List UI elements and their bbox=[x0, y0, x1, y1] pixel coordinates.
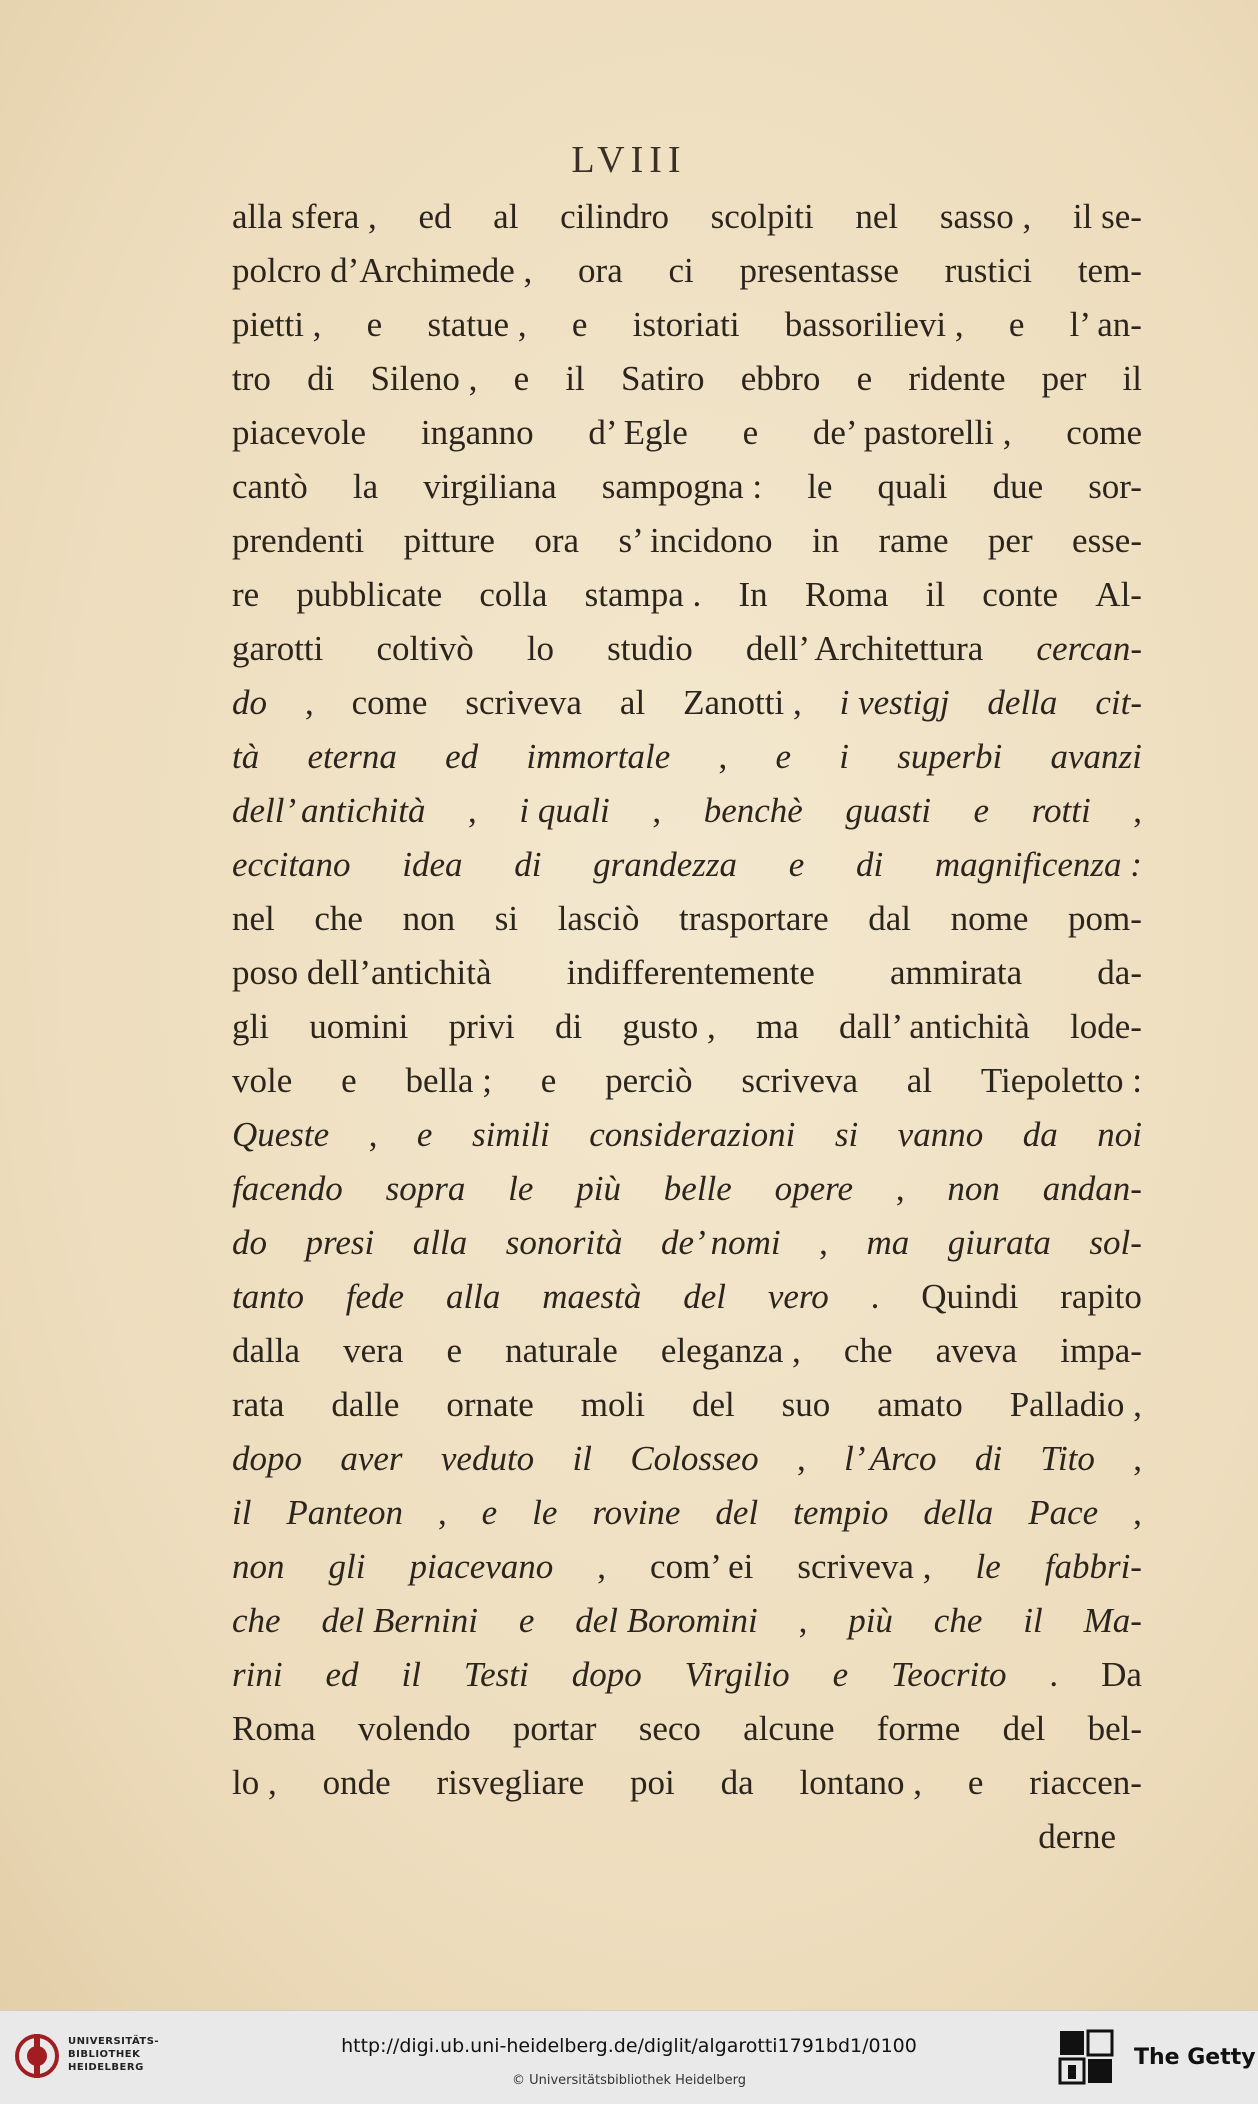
text-line bbox=[232, 1756, 1142, 1810]
word: da bbox=[1022, 1115, 1058, 1154]
word: che bbox=[843, 1331, 893, 1370]
word: ammirata bbox=[889, 953, 1023, 992]
word: vanno bbox=[897, 1115, 984, 1154]
word: e bbox=[481, 1493, 498, 1532]
word: dopo bbox=[571, 1655, 642, 1694]
word: il se- bbox=[1072, 197, 1142, 236]
word: più bbox=[848, 1601, 893, 1640]
word: della bbox=[923, 1493, 994, 1532]
word: alcune bbox=[743, 1709, 835, 1748]
word: e bbox=[416, 1115, 433, 1154]
word: . bbox=[870, 1277, 880, 1316]
word: do bbox=[232, 683, 267, 722]
word: , bbox=[895, 1169, 905, 1208]
word: pitture bbox=[403, 521, 495, 560]
word: simili bbox=[471, 1115, 550, 1154]
word: dopo bbox=[232, 1439, 302, 1478]
word: ed bbox=[325, 1655, 359, 1694]
getty-logo-icon[interactable] bbox=[1058, 2029, 1114, 2087]
word: ci bbox=[668, 251, 694, 290]
word: nome bbox=[950, 899, 1029, 938]
source-url-link[interactable]: http://digi.ub.uni-heidelberg.de/diglit/algarotti1791bd1/0100 bbox=[341, 2035, 917, 2057]
word: presi bbox=[305, 1223, 375, 1262]
text-line bbox=[232, 730, 1142, 784]
copyright-notice: © Universitätsbibliothek Heidelberg bbox=[511, 2073, 746, 2088]
word: fabbri- bbox=[1044, 1547, 1142, 1586]
word: , bbox=[797, 1439, 806, 1478]
word: sasso , bbox=[939, 197, 1032, 236]
text-line bbox=[232, 622, 1142, 676]
word: Tito bbox=[1040, 1439, 1095, 1478]
word: vero bbox=[767, 1277, 829, 1316]
word: il bbox=[232, 1493, 252, 1532]
word: superbi bbox=[897, 737, 1003, 776]
word: e bbox=[832, 1655, 849, 1694]
word: cercan- bbox=[1036, 629, 1142, 668]
word: da- bbox=[1097, 953, 1142, 992]
word: naturale bbox=[505, 1331, 618, 1370]
word: e bbox=[518, 1601, 535, 1640]
word: che bbox=[232, 1601, 281, 1640]
word: della bbox=[987, 683, 1058, 722]
word: impa- bbox=[1060, 1331, 1142, 1370]
text-line bbox=[232, 1378, 1142, 1432]
word: gli bbox=[232, 1007, 269, 1046]
body-text bbox=[232, 190, 1142, 1864]
word: il bbox=[572, 1439, 592, 1478]
word: Satiro bbox=[620, 359, 705, 398]
word: ebbro bbox=[740, 359, 821, 398]
word: Al- bbox=[1095, 575, 1142, 614]
word: e bbox=[856, 359, 873, 398]
text-line bbox=[232, 1540, 1142, 1594]
word: lo , bbox=[232, 1763, 277, 1802]
word: forme bbox=[876, 1709, 961, 1748]
word: alla bbox=[412, 1223, 468, 1262]
word: ora bbox=[534, 521, 580, 560]
word: uomini bbox=[309, 1007, 409, 1046]
word: cantò bbox=[232, 467, 308, 506]
word: di bbox=[855, 845, 884, 884]
word: e bbox=[788, 845, 805, 884]
text-line bbox=[232, 460, 1142, 514]
word: istoriati bbox=[632, 305, 740, 344]
word: Roma bbox=[804, 575, 889, 614]
text-line bbox=[232, 892, 1142, 946]
text-line bbox=[232, 1324, 1142, 1378]
word: il bbox=[1122, 359, 1142, 398]
word: rini bbox=[232, 1655, 283, 1694]
word: del bbox=[691, 1385, 735, 1424]
word: stampa . bbox=[584, 575, 702, 614]
text-line bbox=[232, 514, 1142, 568]
word: Colosseo bbox=[630, 1439, 759, 1478]
word: nel bbox=[855, 197, 899, 236]
word: rovine bbox=[592, 1493, 681, 1532]
word: e bbox=[1008, 305, 1025, 344]
word: Da bbox=[1101, 1655, 1142, 1694]
word: dal bbox=[868, 899, 911, 938]
text-line bbox=[232, 1000, 1142, 1054]
university-name-line: HEIDELBERG bbox=[68, 2062, 144, 2073]
word: aver bbox=[340, 1439, 403, 1478]
text-line bbox=[232, 1432, 1142, 1486]
word: Testi bbox=[463, 1655, 529, 1694]
text-line bbox=[232, 568, 1142, 622]
word: i quali bbox=[519, 791, 610, 830]
word: , bbox=[652, 791, 662, 830]
word: cilindro bbox=[560, 197, 669, 236]
word: le bbox=[508, 1169, 534, 1208]
word: del bbox=[1002, 1709, 1046, 1748]
word: ornate bbox=[446, 1385, 534, 1424]
text-line bbox=[232, 1486, 1142, 1540]
word: tem- bbox=[1077, 251, 1142, 290]
word: sonorità bbox=[505, 1223, 623, 1262]
word: grandezza bbox=[593, 845, 738, 884]
word: il bbox=[401, 1655, 421, 1694]
word: lode- bbox=[1070, 1007, 1142, 1046]
word: Roma bbox=[232, 1709, 316, 1748]
text-line bbox=[232, 1108, 1142, 1162]
word: Queste bbox=[232, 1115, 330, 1154]
university-name-line: UNIVERSITÄTS- bbox=[68, 2036, 160, 2047]
word: ed bbox=[445, 737, 479, 776]
word: suo bbox=[781, 1385, 831, 1424]
word: Quindi bbox=[921, 1277, 1019, 1316]
word: , bbox=[304, 683, 314, 722]
word: del bbox=[715, 1493, 759, 1532]
word: di bbox=[554, 1007, 583, 1046]
word: trasportare bbox=[678, 899, 829, 938]
word: indifferentemente bbox=[566, 953, 815, 992]
text-line bbox=[232, 1594, 1142, 1648]
word: e bbox=[366, 305, 383, 344]
word: do bbox=[232, 1223, 267, 1262]
word: due bbox=[992, 467, 1044, 506]
word: dell’ antichità bbox=[232, 791, 426, 830]
word: Panteon bbox=[286, 1493, 404, 1532]
word: più bbox=[576, 1169, 621, 1208]
word: privi bbox=[448, 1007, 515, 1046]
word: . bbox=[1049, 1655, 1059, 1694]
word: risvegliare bbox=[436, 1763, 585, 1802]
word: non bbox=[402, 899, 456, 938]
word: al bbox=[493, 197, 519, 236]
word: dalle bbox=[331, 1385, 400, 1424]
word: garotti bbox=[232, 629, 324, 668]
word: d’ Egle bbox=[588, 413, 688, 452]
text-line bbox=[232, 838, 1142, 892]
catchword-text: derne bbox=[1038, 1817, 1116, 1856]
word: quali bbox=[877, 467, 948, 506]
word: avanzi bbox=[1050, 737, 1142, 776]
word: poso dell’antichità bbox=[232, 953, 492, 992]
word: e bbox=[775, 737, 792, 776]
word: come bbox=[1066, 413, 1142, 452]
text-line bbox=[232, 1648, 1142, 1702]
text-line bbox=[232, 244, 1142, 298]
word: scriveva , bbox=[797, 1547, 932, 1586]
word: di bbox=[307, 359, 335, 398]
word: de’ nomi bbox=[661, 1223, 781, 1262]
word: nel bbox=[232, 899, 275, 938]
word: eleganza , bbox=[660, 1331, 801, 1370]
word: vera bbox=[343, 1331, 404, 1370]
word: portar bbox=[512, 1709, 597, 1748]
text-line bbox=[232, 406, 1142, 460]
word: dall’ antichità bbox=[839, 1007, 1030, 1046]
word: Pace bbox=[1028, 1493, 1099, 1532]
word: , bbox=[1133, 791, 1142, 830]
word: al bbox=[906, 1061, 933, 1100]
word: statue , bbox=[427, 305, 527, 344]
word: per bbox=[1041, 359, 1087, 398]
word: colla bbox=[479, 575, 548, 614]
word: s’ incidono bbox=[618, 521, 773, 560]
word: la bbox=[352, 467, 379, 506]
word: il bbox=[565, 359, 585, 398]
word: gli bbox=[328, 1547, 366, 1586]
word: In bbox=[738, 575, 768, 614]
word: bel- bbox=[1087, 1709, 1142, 1748]
word: e bbox=[446, 1331, 462, 1370]
word: si bbox=[494, 899, 519, 938]
word: tempio bbox=[793, 1493, 889, 1532]
text-line bbox=[232, 1270, 1142, 1324]
viewer-footer bbox=[0, 2010, 1258, 2104]
word: sopra bbox=[385, 1169, 466, 1208]
text-line bbox=[232, 784, 1142, 838]
word: rustici bbox=[944, 251, 1033, 290]
word: e bbox=[742, 413, 759, 452]
word: studio bbox=[607, 629, 693, 668]
word: maestà bbox=[542, 1277, 642, 1316]
word: fede bbox=[345, 1277, 405, 1316]
text-line bbox=[232, 1216, 1142, 1270]
word: rotti bbox=[1031, 791, 1091, 830]
word: conte bbox=[982, 575, 1059, 614]
word: scriveva bbox=[465, 683, 582, 722]
word: i vestigj bbox=[839, 683, 950, 722]
word: presentasse bbox=[739, 251, 899, 290]
word: coltivò bbox=[376, 629, 474, 668]
word: sampogna : bbox=[601, 467, 763, 506]
word: noi bbox=[1097, 1115, 1142, 1154]
word: ora bbox=[578, 251, 623, 290]
word: tanto bbox=[232, 1277, 304, 1316]
university-name-line: BIBLIOTHEK bbox=[68, 2049, 141, 2060]
word: al bbox=[619, 683, 646, 722]
word: sol- bbox=[1089, 1223, 1142, 1262]
word: il bbox=[1023, 1601, 1043, 1640]
word: alla sfera , bbox=[232, 197, 377, 236]
word: eccitano bbox=[232, 845, 351, 884]
word: Virgilio bbox=[684, 1655, 790, 1694]
word: per bbox=[987, 521, 1033, 560]
word: tà bbox=[232, 737, 260, 776]
text-line bbox=[232, 946, 1142, 1000]
word: pom- bbox=[1068, 899, 1142, 938]
word: di bbox=[514, 845, 542, 884]
word: veduto bbox=[440, 1439, 535, 1478]
page-number: LVIII bbox=[571, 139, 687, 181]
word: le bbox=[532, 1493, 558, 1532]
word: com’ ei bbox=[650, 1547, 754, 1586]
word: belle bbox=[663, 1169, 732, 1208]
word: guasti bbox=[845, 791, 931, 830]
word: scolpiti bbox=[710, 197, 814, 236]
word: che bbox=[933, 1601, 983, 1640]
word: andan- bbox=[1042, 1169, 1142, 1208]
word: e bbox=[571, 305, 588, 344]
word: , bbox=[597, 1547, 607, 1586]
word: eterna bbox=[307, 737, 397, 776]
word: si bbox=[834, 1115, 859, 1154]
word: esse- bbox=[1072, 521, 1142, 560]
word: del Boromini bbox=[575, 1601, 758, 1640]
word: piacevano bbox=[409, 1547, 554, 1586]
word: moli bbox=[580, 1385, 645, 1424]
word: Tiepoletto : bbox=[980, 1061, 1142, 1100]
word: di bbox=[974, 1439, 1003, 1478]
word: , bbox=[368, 1115, 378, 1154]
text-line bbox=[232, 1702, 1142, 1756]
word: magnificenza : bbox=[934, 845, 1142, 884]
word: giurata bbox=[947, 1223, 1051, 1262]
word: del Bernini bbox=[321, 1601, 478, 1640]
word: perciò bbox=[605, 1061, 693, 1100]
word: da bbox=[720, 1763, 754, 1802]
word: Palladio , bbox=[1009, 1385, 1142, 1424]
word: pubblicate bbox=[296, 575, 443, 614]
word: e bbox=[540, 1061, 557, 1100]
word: rame bbox=[878, 521, 949, 560]
word: Zanotti , bbox=[683, 683, 802, 722]
text-line bbox=[232, 1054, 1142, 1108]
word: volendo bbox=[357, 1709, 471, 1748]
catchword bbox=[232, 1810, 1142, 1864]
word: lasciò bbox=[557, 899, 640, 938]
word: onde bbox=[322, 1763, 391, 1802]
word: scriveva bbox=[741, 1061, 858, 1100]
word: , bbox=[819, 1223, 828, 1262]
word: , bbox=[1133, 1439, 1142, 1478]
word: riaccen- bbox=[1029, 1763, 1142, 1802]
word: facendo bbox=[232, 1169, 343, 1208]
word: ma bbox=[866, 1223, 910, 1262]
word: e bbox=[967, 1763, 984, 1802]
word: Sileno , bbox=[370, 359, 478, 398]
word: bassorilievi , bbox=[784, 305, 964, 344]
word: che bbox=[314, 899, 363, 938]
word: , bbox=[468, 791, 477, 830]
word: l’ Arco bbox=[844, 1439, 937, 1478]
text-line bbox=[232, 190, 1142, 244]
word: inganno bbox=[420, 413, 534, 452]
word: bella ; bbox=[405, 1061, 492, 1100]
word: dell’ Architettura bbox=[745, 629, 984, 668]
word: , bbox=[798, 1601, 808, 1640]
word: , bbox=[1133, 1493, 1142, 1532]
text-line bbox=[232, 352, 1142, 406]
word: alla bbox=[445, 1277, 501, 1316]
word: ma bbox=[756, 1007, 799, 1046]
word: Ma- bbox=[1083, 1601, 1142, 1640]
word: poi bbox=[630, 1763, 675, 1802]
word: non bbox=[947, 1169, 1000, 1208]
word: il bbox=[925, 575, 946, 614]
word: vole bbox=[232, 1061, 293, 1100]
word: , bbox=[437, 1493, 447, 1532]
word: pietti , bbox=[232, 305, 322, 344]
text-line bbox=[232, 1162, 1142, 1216]
word: considerazioni bbox=[589, 1115, 796, 1154]
word: e bbox=[341, 1061, 357, 1100]
word: sor- bbox=[1088, 467, 1142, 506]
word: amato bbox=[877, 1385, 963, 1424]
word: benchè bbox=[703, 791, 803, 830]
word: dalla bbox=[232, 1331, 301, 1370]
word: come bbox=[351, 683, 428, 722]
word: , bbox=[718, 737, 728, 776]
word: lo bbox=[526, 629, 555, 668]
text-line bbox=[232, 676, 1142, 730]
word: l’ an- bbox=[1069, 305, 1142, 344]
partner-name: The Getty bbox=[1134, 2045, 1256, 2070]
word: opere bbox=[774, 1169, 854, 1208]
word: re bbox=[232, 575, 260, 614]
word: e bbox=[513, 359, 530, 398]
word: ed bbox=[418, 197, 452, 236]
word: gusto , bbox=[622, 1007, 716, 1046]
word: e bbox=[973, 791, 990, 830]
word: immortale bbox=[526, 737, 671, 776]
word: i bbox=[839, 737, 850, 776]
word: aveva bbox=[935, 1331, 1018, 1370]
word: in bbox=[811, 521, 840, 560]
text-line bbox=[232, 298, 1142, 352]
word: piacevole bbox=[232, 413, 367, 452]
word: virgiliana bbox=[423, 467, 557, 506]
word: idea bbox=[402, 845, 463, 884]
word: del bbox=[683, 1277, 726, 1316]
word: de’ pastorelli , bbox=[812, 413, 1012, 452]
word: prendenti bbox=[232, 521, 365, 560]
word: non bbox=[232, 1547, 285, 1586]
word: tro bbox=[232, 359, 271, 398]
word: lontano , bbox=[799, 1763, 922, 1802]
word: seco bbox=[638, 1709, 701, 1748]
word: rapito bbox=[1060, 1277, 1142, 1316]
word: Teocrito bbox=[891, 1655, 1007, 1694]
word: cit- bbox=[1095, 683, 1142, 722]
word: le bbox=[975, 1547, 1001, 1586]
word: ridente bbox=[908, 359, 1006, 398]
word: le bbox=[807, 467, 833, 506]
word: polcro d’Archimede , bbox=[232, 251, 533, 290]
word: rata bbox=[232, 1385, 285, 1424]
